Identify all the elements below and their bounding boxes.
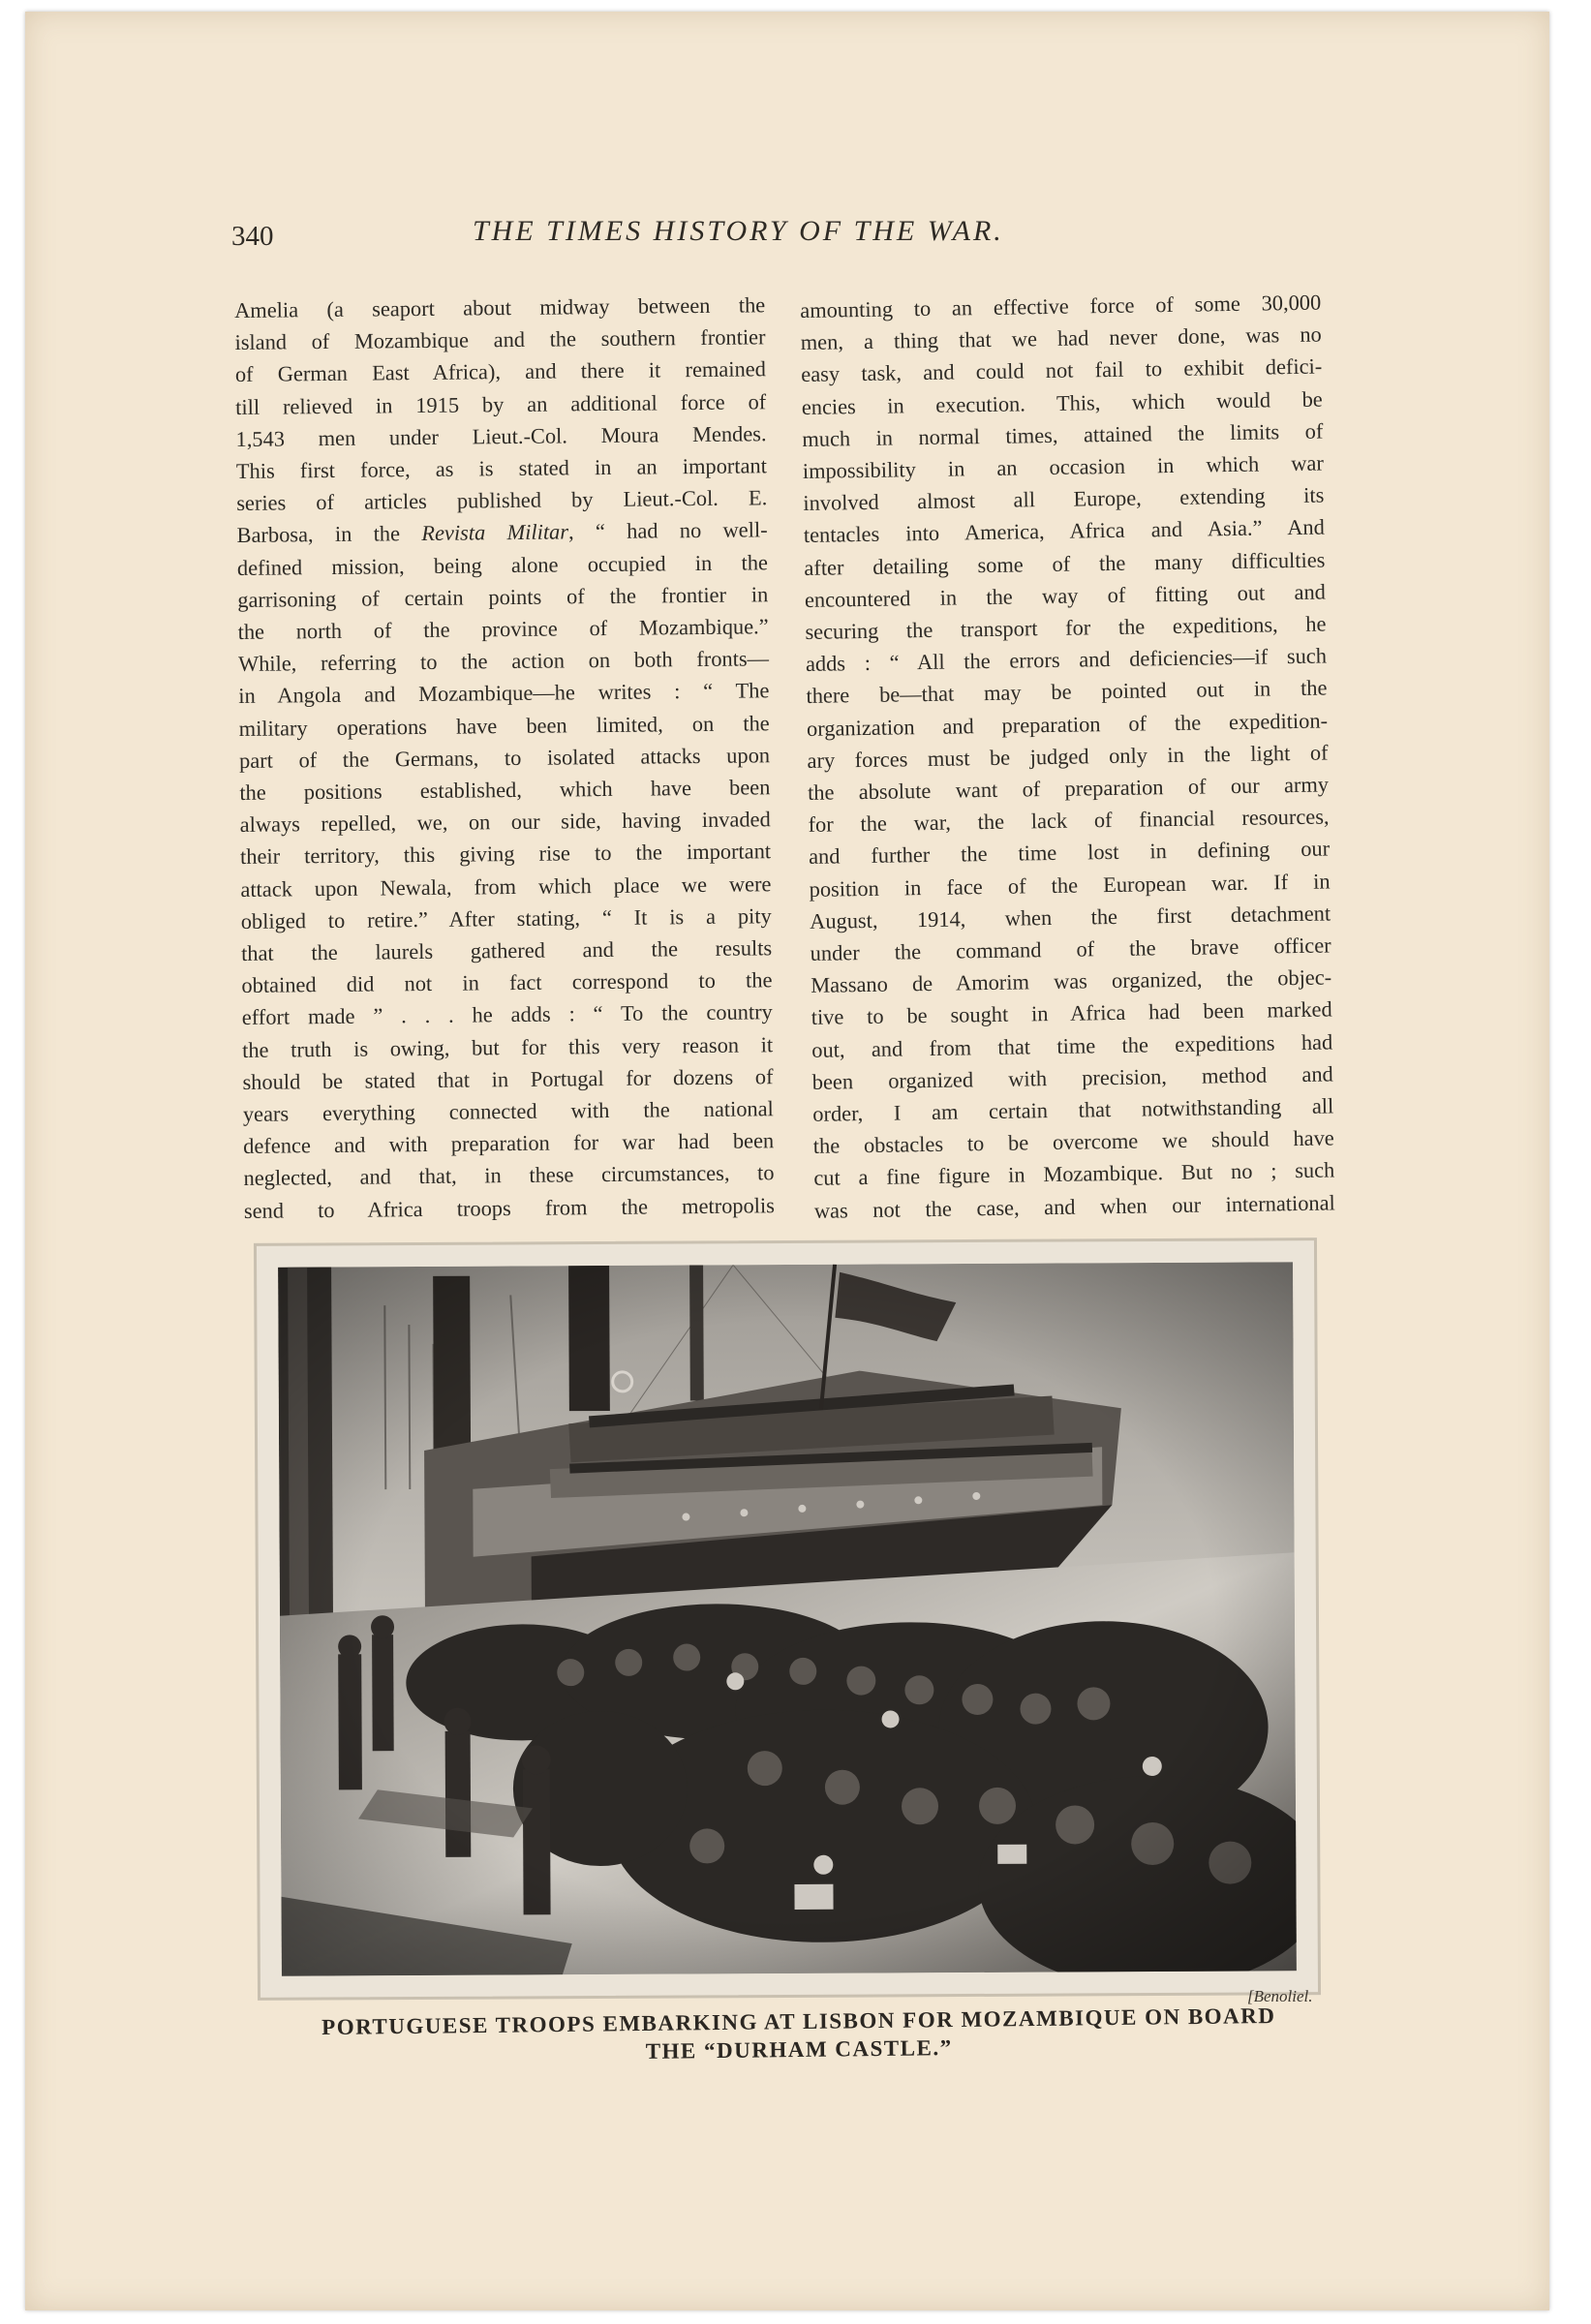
left-text-column (234, 289, 775, 1227)
text-line: in Angola and Mozambique—he writes : “ The (238, 678, 770, 709)
text-line: of German East Africa), and there it remained (234, 356, 766, 387)
text-line: organization and preparation of the expedition- (806, 708, 1329, 741)
text-line: ary forces must be judged only in the light of (807, 740, 1329, 773)
text-line: adds : “ All the errors and deficiencies—if such (805, 643, 1328, 677)
text-line: amounting to an effective force of some 30,000 (800, 290, 1322, 322)
text-line: impossibility in an occasion in which war (802, 450, 1324, 483)
text-line: order, I am certain that notwithstanding all (812, 1093, 1334, 1126)
text-line: the north of the province of Mozambique.” (237, 614, 769, 645)
text-line: encies in execution. This, which would be (801, 386, 1323, 419)
text-line: the obstacles to be overcome we should have (812, 1125, 1334, 1159)
text-line: Massano de Amorim was organized, the objec- (811, 964, 1332, 998)
text-line: tentacles into America, Africa and Asia.” And (803, 514, 1326, 548)
text-line: much in normal times, attained the limits of (802, 418, 1324, 451)
text-line: involved almost all Europe, extending its (803, 482, 1325, 516)
photograph-frame (254, 1238, 1321, 2001)
text-line: always repelled, we, on our side, having invaded (239, 807, 771, 838)
text-line: encountered in the way of fitting out and (804, 579, 1327, 612)
text-line: Amelia (a seaport about midway between the (234, 292, 766, 322)
text-line: for the war, the lack of financial resources, (808, 804, 1330, 838)
text-line: While, referring to the action on both fronts— (237, 646, 770, 677)
photo-credit: [Benoliel. (1247, 1987, 1313, 2005)
troopship-photograph (278, 1262, 1297, 1975)
text-line: This first force, as is stated in an important (235, 453, 768, 484)
text-line: out, and from that time the expeditions had (811, 1029, 1333, 1062)
text-line: securing the transport for the expeditions, he (805, 611, 1327, 644)
text-line: island of Mozambique and the southern frontier (234, 324, 766, 355)
text-line: men, a thing that we had never done, was no (800, 321, 1322, 355)
text-line: there be—that may be pointed out in the (806, 675, 1328, 709)
text-line: and further the time lost in defining our (808, 836, 1331, 870)
text-line: defined mission, being alone occupied in the (236, 549, 769, 580)
caption-line: THE “DURHAM CASTLE.” (645, 2035, 953, 2064)
running-head: THE TIMES HISTORY OF THE WAR. (473, 215, 1004, 247)
text-line: after detailing some of the many difficulties (804, 547, 1326, 580)
text-line: tive to be sought in Africa had been marked (811, 996, 1332, 1030)
text-line: position in face of the European war. If in (809, 869, 1331, 902)
text-line: the positions established, which have been (239, 775, 771, 806)
text-line: Barbosa, in the Revista Militar, “ had no well- (236, 517, 768, 548)
text-line: till relieved in 1915 by an additional force of (235, 388, 767, 419)
text-line: obliged to retire.” After stating, “ It is a pity (240, 903, 772, 933)
text-line: under the command of the brave officer (810, 933, 1331, 965)
text-line: garrisoning of certain points of the frontier in (237, 582, 769, 612)
text-line: August, 1914, when the first detachment (809, 901, 1331, 933)
text-line: series of articles published by Lieut.-Col. E. (236, 485, 768, 516)
page-number: 340 (231, 221, 274, 252)
text-line: attack upon Newala, from which place we were (240, 871, 772, 902)
text-line: part of the Germans, to isolated attacks upon (238, 743, 771, 773)
text-line: defence and with preparation for war had been (243, 1128, 775, 1159)
text-line: military operations have been limited, on the (238, 710, 770, 741)
text-line: the truth is owing, but for this very reason it (242, 1031, 774, 1062)
journal-title: Revista Militar (421, 519, 569, 546)
text-line: years everything connected with the national (242, 1096, 774, 1127)
text-line: the absolute want of preparation of our army (807, 772, 1330, 805)
caption-line: PORTUGUESE TROOPS EMBARKING AT LISBON FOR MOZAMBIQUE ON BOARD (321, 2003, 1276, 2040)
text-line: cut a fine figure in Mozambique. But no ; such (813, 1157, 1335, 1191)
right-text-column (800, 287, 1335, 1227)
text-line: their territory, this giving rise to the important (239, 839, 772, 870)
text-line: send to Africa troops from the metropolis (243, 1192, 776, 1223)
text-line: neglected, and that, in these circumstances, to (243, 1160, 775, 1191)
text-line: 1,543 men under Lieut.-Col. Moura Mendes. (235, 421, 767, 451)
text-line: should be stated that in Portugal for dozens of (242, 1064, 774, 1094)
text-line: was not the case, and when our international (813, 1190, 1335, 1223)
text-line: obtained did not in fact correspond to the (241, 967, 773, 998)
text-line: been organized with precision, method and (811, 1061, 1333, 1094)
text-line: that the laurels gathered and the results (240, 935, 773, 966)
text-line: easy task, and could not fail to exhibit defici- (801, 353, 1323, 387)
text-line: effort made ” . . . he adds : “ To the country (241, 999, 773, 1030)
